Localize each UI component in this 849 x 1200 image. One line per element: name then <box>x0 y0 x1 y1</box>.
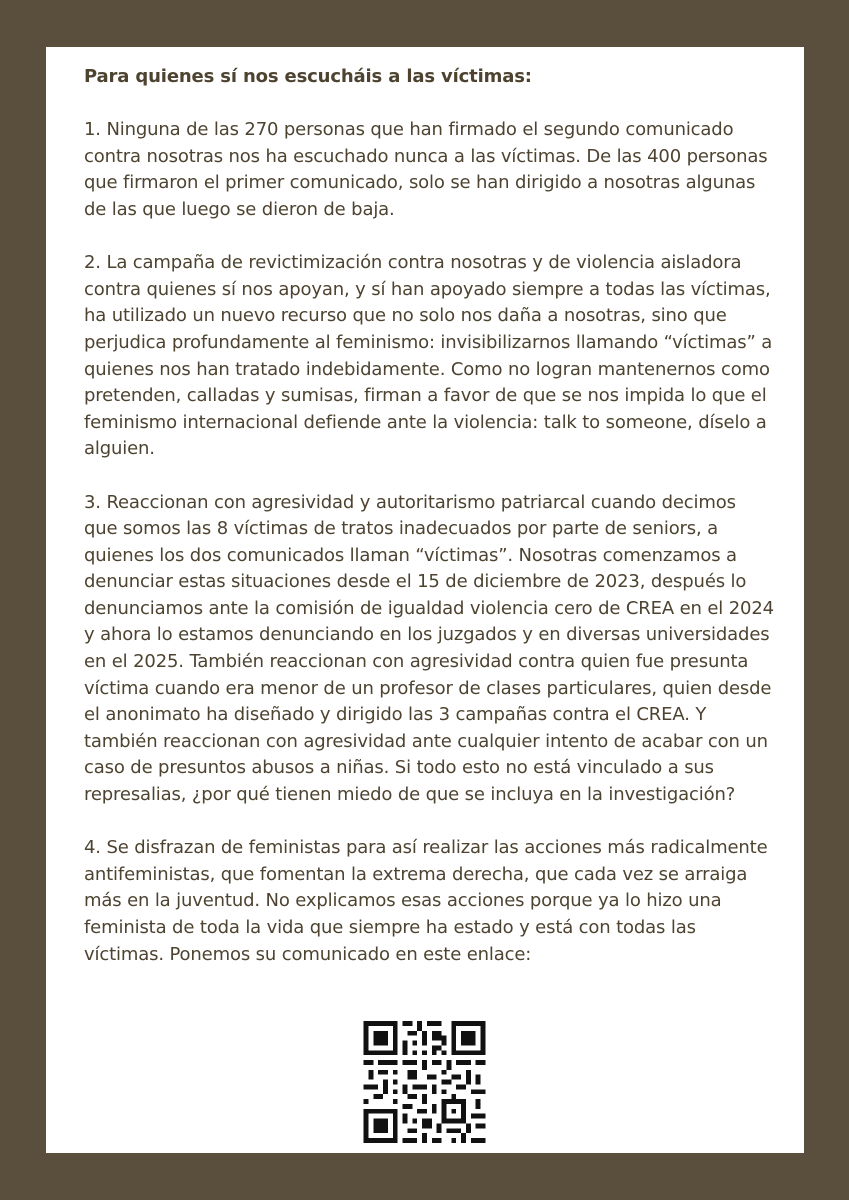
qr-code-icon[interactable] <box>362 1021 487 1143</box>
document-body <box>84 64 774 968</box>
paragraph-4: 4. Se disfrazan de feministas para así realizar las acciones más radicalmente antifeministas, que fomentan la extrema derecha, que cada vez se arraiga más en la juventud. No explicamos esas acciones porque ya lo hizo una feminista de toda la vida que siempre ha estado y está con todas las víctimas. Ponemos su comunicado en este enlace: <box>84 837 768 965</box>
document-title: Para quienes sí nos escucháis a las víctimas: <box>84 66 532 87</box>
paragraph-1: 1. Ninguna de las 270 personas que han firmado el segundo comunicado contra nosotras nos ha escuchado nunca a las víctimas. De las 400 personas que firmaron el primer comunicado, solo se han dirigido a nosotras algunas de las que luego se dieron de baja. <box>84 119 768 220</box>
document-page <box>46 47 804 1153</box>
paragraph-2: 2. La campaña de revictimización contra nosotras y de violencia aisladora contra quienes sí nos apoyan, y sí han apoyado siempre a todas las víctimas, ha utilizado un nuevo recurso que no solo nos daña a nosotras, sino que perjudica profundamente al feminismo: invisibilizarnos llamando “víctimas” a quienes nos han tratado indebidamente. Como no logran mantenernos como pretenden, calladas y sumisas, firman a favor de que se nos impida lo que el feminismo internacional defiende ante la violencia: talk to someone, díselo a alguien. <box>84 252 773 460</box>
paragraph-3: 3. Reaccionan con agresividad y autoritarismo patriarcal cuando decimos que somos las 8 víctimas de tratos inadecuados por parte de seniors, a quienes los dos comunicados llaman “víctimas”. Nosotras comenzamos a denunciar estas situaciones desde el 15 de diciembre de 2023, después lo denunciamos ante la comisión de igualdad violencia cero de CREA en el 2024 y ahora lo estamos denunciando en los juzgados y en diversas universidades en el 2025. También reaccionan con agresividad contra quien fue presunta víctima cuando era menor de un profesor de clases particulares, quien desde el anonimato ha diseñado y dirigido las 3 campañas contra el CREA. Y también reaccionan con agresividad ante cualquier intento de acabar con un caso de presuntos abusos a niñas. Si todo esto no está vinculado a sus represalias, ¿por qué tienen miedo de que se incluya en la investigación? <box>84 491 774 806</box>
